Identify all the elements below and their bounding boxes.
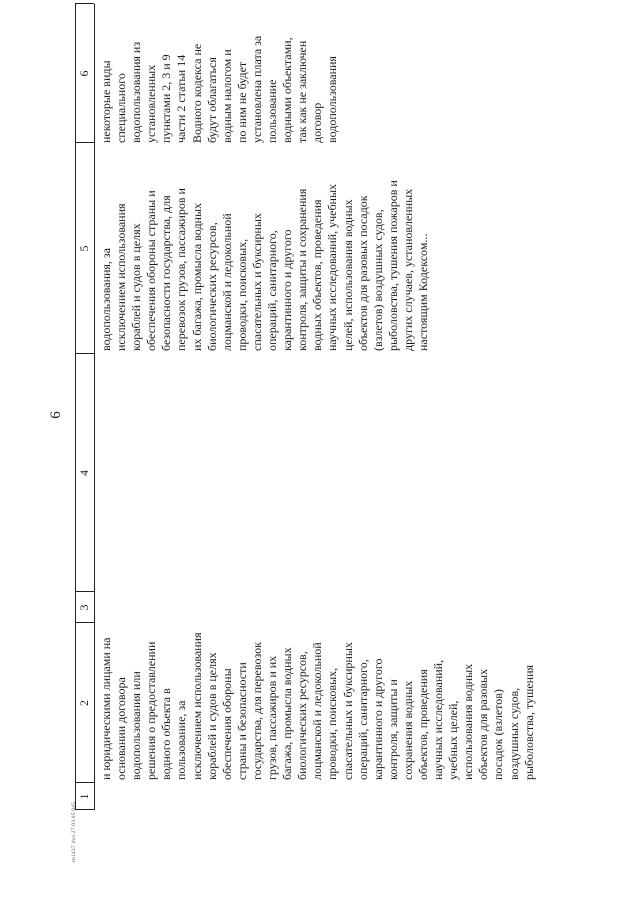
column-number-3: 3 xyxy=(77,604,91,611)
column-2-line: лоцманской и ледокольной xyxy=(310,642,325,780)
column-5-line: биологических ресурсов, xyxy=(204,222,219,351)
column-2-line: посадок (взлетов) xyxy=(491,689,506,780)
column-5-line: лоцманской и ледокольной xyxy=(219,213,234,351)
column-2-line: кораблей и судов в целях xyxy=(204,652,219,780)
column-6-line: пунктами 2, 3 и 9 xyxy=(159,54,174,143)
column-5-line: научных исследований, учебных xyxy=(325,183,340,351)
column-2-line: государства, для перевозок xyxy=(249,642,264,780)
column-2-line: объектов для разовых xyxy=(476,668,491,780)
column-2-line: пользование, за xyxy=(174,700,189,780)
column-2-line: багажа, промысла водных xyxy=(280,647,295,780)
header-bottom-border xyxy=(94,4,95,810)
column-5-line: операций, санитарного, xyxy=(265,230,280,351)
column-6-line: будут облагаться xyxy=(204,57,219,143)
column-number-2: 2 xyxy=(77,700,91,706)
column-2-line: учебных целей, xyxy=(446,700,461,780)
column-2-line: использования водных xyxy=(461,663,476,780)
column-2-line: операций, санитарного, xyxy=(355,659,370,780)
column-2-line: проводки, поисковых, xyxy=(325,667,340,780)
column-5-line: проводки, поисковых, xyxy=(234,238,249,351)
column-6-line: пользование xyxy=(265,79,280,143)
column-2-line: биологических ресурсов, xyxy=(295,651,310,780)
column-2-line: рыболовства, тушения xyxy=(521,664,536,780)
column-6-line: водными объектами, xyxy=(280,37,295,143)
column-2-line: грузов, пассажиров и их xyxy=(265,655,280,780)
column-2-line: научных исследований, xyxy=(431,659,446,780)
column-6-line: по ним не будет xyxy=(234,61,249,143)
column-6-line: части 2 статьи 14 xyxy=(174,54,189,143)
column-6-line: установлена плата за xyxy=(249,35,264,143)
column-6-line: водопользования xyxy=(325,56,340,143)
column-5-line: (взлетов) воздушных судов, xyxy=(370,209,385,351)
column-2-line: исключением использования xyxy=(189,632,204,780)
column-5-line: настоящим Кодексом... xyxy=(415,233,430,351)
column-5-line: других случаев, установленных xyxy=(400,188,415,351)
column-2-line: водного объекта в xyxy=(159,688,174,780)
column-5-line: карантинного и другого xyxy=(280,229,295,351)
column-2-line: карантинного и другого xyxy=(370,658,385,780)
column-2-line: воздушных судов, xyxy=(506,687,521,780)
column-2-line: водопользования или xyxy=(129,671,144,780)
column-5-line: спасательных и буксирных xyxy=(249,213,264,351)
page-number: 6 xyxy=(48,411,64,419)
column-number-4: 4 xyxy=(77,470,91,476)
column-number-6: 6 xyxy=(77,70,91,77)
column-5-line: водопользования, за xyxy=(99,247,113,351)
column-2-text xyxy=(99,632,537,780)
column-2-line: решения о предоставлении xyxy=(144,641,159,780)
column-6-line: так как не заключен xyxy=(295,40,310,143)
column-2-line: объектов, проведения xyxy=(415,669,430,780)
column-5-text xyxy=(99,180,431,351)
column-6-line: водным налогом и xyxy=(219,49,234,143)
column-6-line: Водного кодекса не xyxy=(189,43,204,143)
column-2-line: сохранения водных xyxy=(400,680,415,780)
column-5-line: рыболовства, тушения пожаров и xyxy=(385,180,400,351)
column-2-line: обеспечения обороны xyxy=(219,668,234,780)
column-2-line: спасательных и буксирных xyxy=(340,642,355,780)
column-6-text xyxy=(99,36,341,143)
column-5-line: целей, использования водных xyxy=(340,199,355,351)
column-5-line: обеспечения обороны страны и xyxy=(144,190,159,351)
column-5-line: контроля, защиты и сохранения xyxy=(295,188,310,351)
column-number-1: 1 xyxy=(77,793,91,800)
column-5-line: объектов для разовых посадок xyxy=(355,195,370,351)
column-5-line: исключением использования xyxy=(114,203,129,351)
column-5-line: водных объектов, проведения xyxy=(310,199,325,351)
column-number-5: 5 xyxy=(77,245,91,252)
column-2-line: страны и безопасности xyxy=(234,662,249,780)
column-5-line: перевозок грузов, пассажиров и xyxy=(174,188,189,351)
column-6-line: некоторые виды xyxy=(99,60,113,143)
column-2-line: контроля, защиты и xyxy=(385,679,400,780)
column-6-line: водопользования из xyxy=(129,41,144,143)
column-6-line: договор xyxy=(310,102,325,143)
column-5-line: кораблей и судов в целях xyxy=(129,223,144,351)
column-5-line: их багажа, промысла водных xyxy=(189,202,204,351)
column-6-line: установленных xyxy=(144,64,159,143)
column-5-line: безопасности государства, для xyxy=(159,195,174,351)
column-6-line: специального xyxy=(114,73,129,143)
print-stamp: rn1437 4vo 27.03.05 845 xyxy=(71,801,77,862)
column-2-line: основании договора xyxy=(114,677,129,780)
column-2-line: и юридическими лицами на xyxy=(99,637,113,780)
